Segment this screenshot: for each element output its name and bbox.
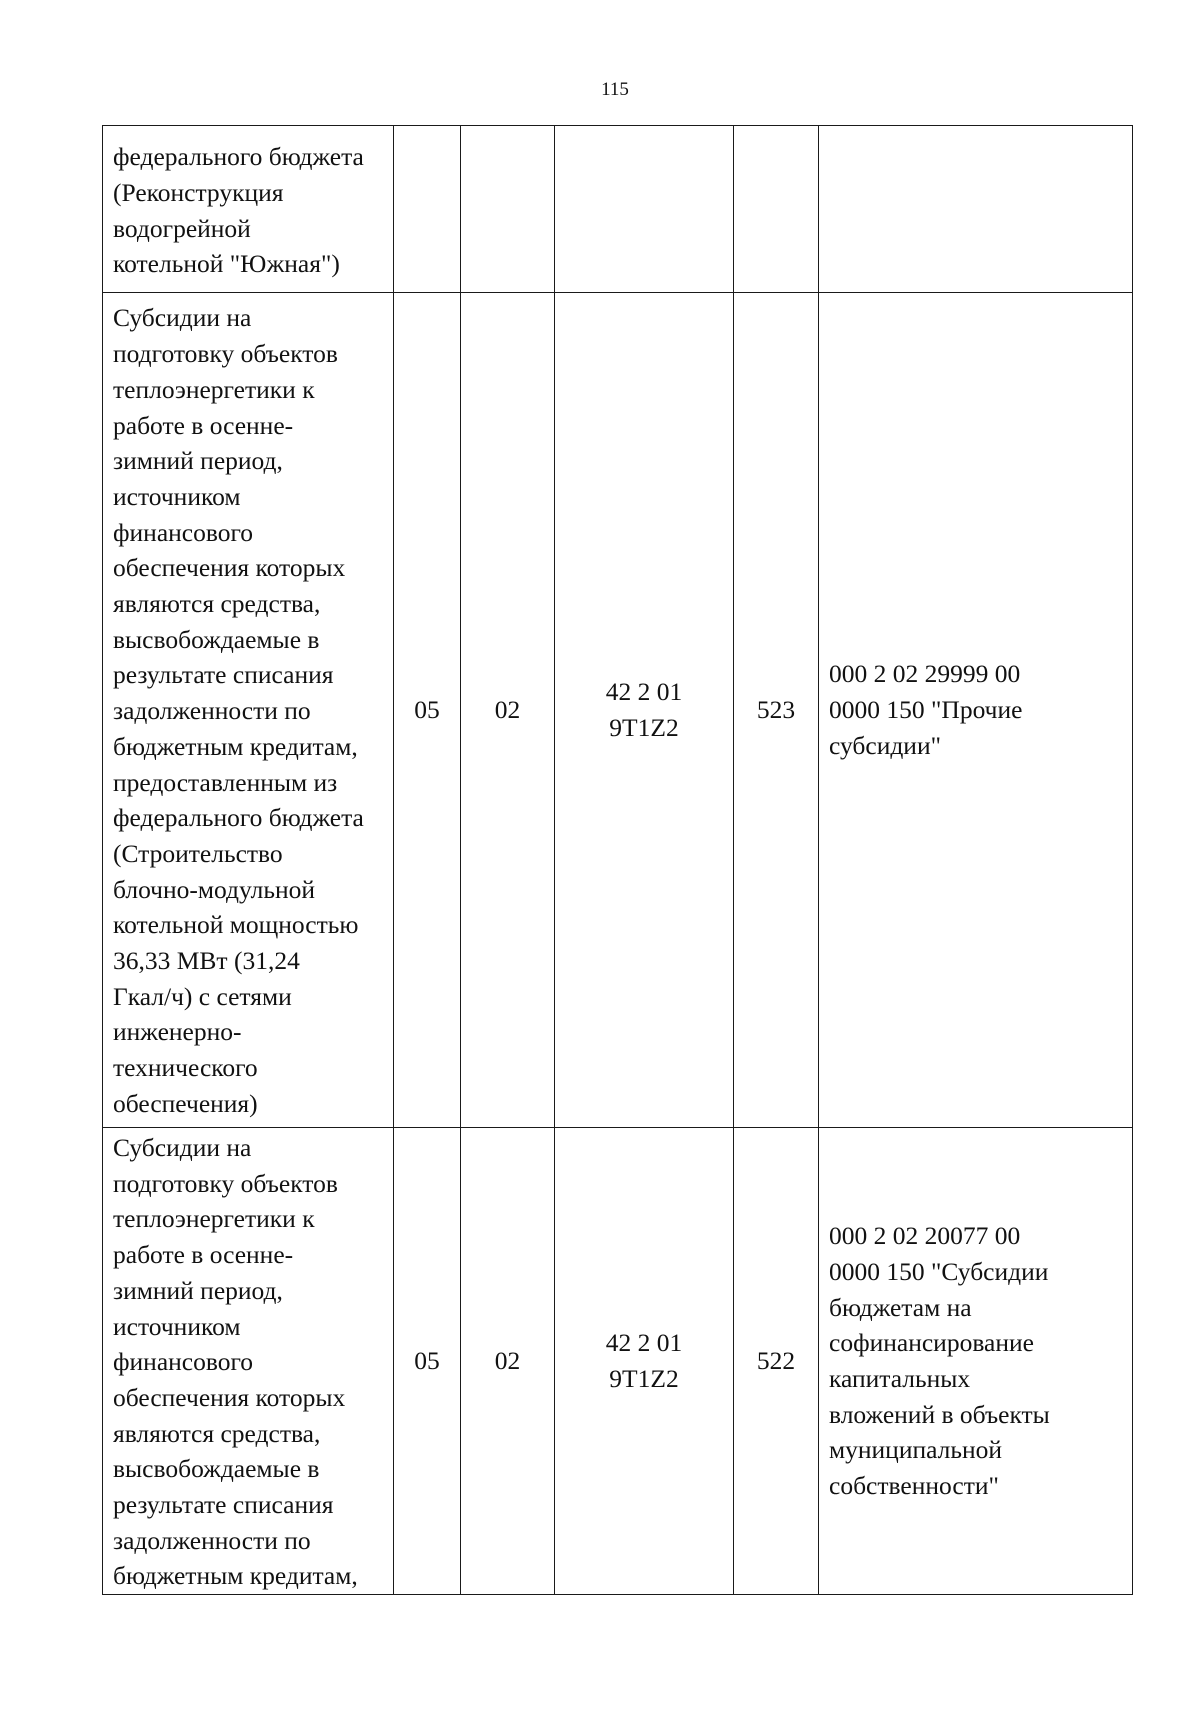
item-name-line: источником bbox=[113, 1311, 241, 1341]
item-name-line: обеспечения которых bbox=[113, 553, 346, 583]
item-name-line: финансового bbox=[113, 517, 254, 547]
item-name-line: зимний период, bbox=[113, 446, 283, 476]
item-name-line: являются средства, bbox=[113, 1418, 321, 1448]
revenue-source-cell bbox=[819, 1128, 1133, 1595]
revenue-source-line: 000 2 02 29999 00 bbox=[829, 659, 1021, 689]
item-name-line: обеспечения которых bbox=[113, 1382, 346, 1412]
subsection-cell: 02 bbox=[461, 1128, 555, 1595]
table-row bbox=[103, 293, 1133, 1128]
item-name-line: теплоэнергетики к bbox=[113, 374, 315, 404]
revenue-source-line: софинансирование bbox=[829, 1328, 1034, 1358]
table-row bbox=[103, 126, 1133, 293]
target-article-line: 9T1Z2 bbox=[609, 1364, 679, 1394]
item-name-line: федерального бюджета bbox=[113, 803, 364, 833]
item-name-line: источником bbox=[113, 481, 241, 511]
revenue-source-line: муниципальной bbox=[829, 1435, 1003, 1465]
item-name-line: подготовку объектов bbox=[113, 1168, 338, 1198]
item-name-line: (Строительство bbox=[113, 838, 283, 868]
section-cell: 05 bbox=[394, 293, 461, 1128]
section-cell bbox=[394, 126, 461, 293]
expense-type-cell: 522 bbox=[734, 1128, 819, 1595]
section-cell: 05 bbox=[394, 1128, 461, 1595]
target-article-line: 42 2 01 bbox=[605, 1328, 683, 1358]
item-name-line: блочно-модульной bbox=[113, 874, 316, 904]
target-article-cell bbox=[555, 1128, 734, 1595]
target-article-cell bbox=[555, 126, 734, 293]
item-name-line: водогрейной bbox=[113, 213, 251, 243]
item-name-line: обеспечения) bbox=[113, 1088, 258, 1118]
item-name-line: являются средства, bbox=[113, 589, 321, 619]
item-name-line: Субсидии на bbox=[113, 303, 252, 333]
target-article-line: 9T1Z2 bbox=[609, 713, 679, 742]
item-name-line: финансового bbox=[113, 1347, 254, 1377]
revenue-source-line: бюджетам на bbox=[829, 1292, 972, 1322]
revenue-source-line: вложений в объекты bbox=[829, 1399, 1050, 1429]
item-name-line: бюджетным кредитам, bbox=[113, 1561, 358, 1591]
item-name-line: федерального бюджета bbox=[113, 142, 364, 172]
item-name-line: задолженности по bbox=[113, 1525, 311, 1555]
item-name-line: зимний период, bbox=[113, 1275, 283, 1305]
target-article-cell bbox=[555, 293, 734, 1128]
item-name-line: технического bbox=[113, 1053, 258, 1083]
revenue-source-line: 0000 150 "Субсидии bbox=[829, 1256, 1049, 1286]
item-name-line: теплоэнергетики к bbox=[113, 1204, 315, 1234]
item-name-cell bbox=[103, 293, 394, 1128]
item-name-line: предоставленным из bbox=[113, 767, 338, 797]
revenue-source-line: собственности" bbox=[829, 1471, 999, 1501]
item-name-cell bbox=[103, 126, 394, 293]
item-name-line: котельной мощностью bbox=[113, 910, 359, 940]
subsection-cell bbox=[461, 126, 555, 293]
item-name-cell bbox=[103, 1128, 394, 1595]
item-name-line: задолженности по bbox=[113, 696, 311, 726]
item-name-line: бюджетным кредитам, bbox=[113, 731, 358, 761]
item-name-line: результате списания bbox=[113, 660, 334, 690]
revenue-source-line: 0000 150 "Прочие bbox=[829, 695, 1023, 725]
item-name-line: высвобождаемые в bbox=[113, 1454, 320, 1484]
item-name-line: котельной "Южная") bbox=[113, 249, 340, 279]
item-name-line: высвобождаемые в bbox=[113, 624, 320, 654]
item-name-line: результате списания bbox=[113, 1490, 334, 1520]
expense-type-cell: 523 bbox=[734, 293, 819, 1128]
item-name-line: работе в осенне- bbox=[113, 410, 294, 440]
expense-type-cell bbox=[734, 126, 819, 293]
revenue-source-cell bbox=[819, 126, 1133, 293]
table-row bbox=[103, 1128, 1133, 1595]
item-name-line: 36,33 МВт (31,24 bbox=[113, 946, 300, 976]
target-article-line: 42 2 01 bbox=[605, 677, 683, 707]
revenue-source-line: 000 2 02 20077 00 bbox=[829, 1221, 1021, 1251]
subsection-cell: 02 bbox=[461, 293, 555, 1128]
budget-table bbox=[102, 125, 1133, 1595]
revenue-source-line: субсидии" bbox=[829, 730, 942, 760]
revenue-source-cell bbox=[819, 293, 1133, 1128]
page-number: 115 bbox=[601, 79, 629, 100]
revenue-source-line: капитальных bbox=[829, 1364, 971, 1394]
item-name-line: Гкал/ч) с сетями bbox=[113, 981, 292, 1011]
item-name-line: Субсидии на bbox=[113, 1133, 252, 1162]
item-name-line: (Реконструкция bbox=[113, 177, 284, 207]
item-name-line: инженерно- bbox=[113, 1017, 242, 1047]
item-name-line: работе в осенне- bbox=[113, 1240, 294, 1270]
item-name-line: подготовку объектов bbox=[113, 339, 338, 369]
